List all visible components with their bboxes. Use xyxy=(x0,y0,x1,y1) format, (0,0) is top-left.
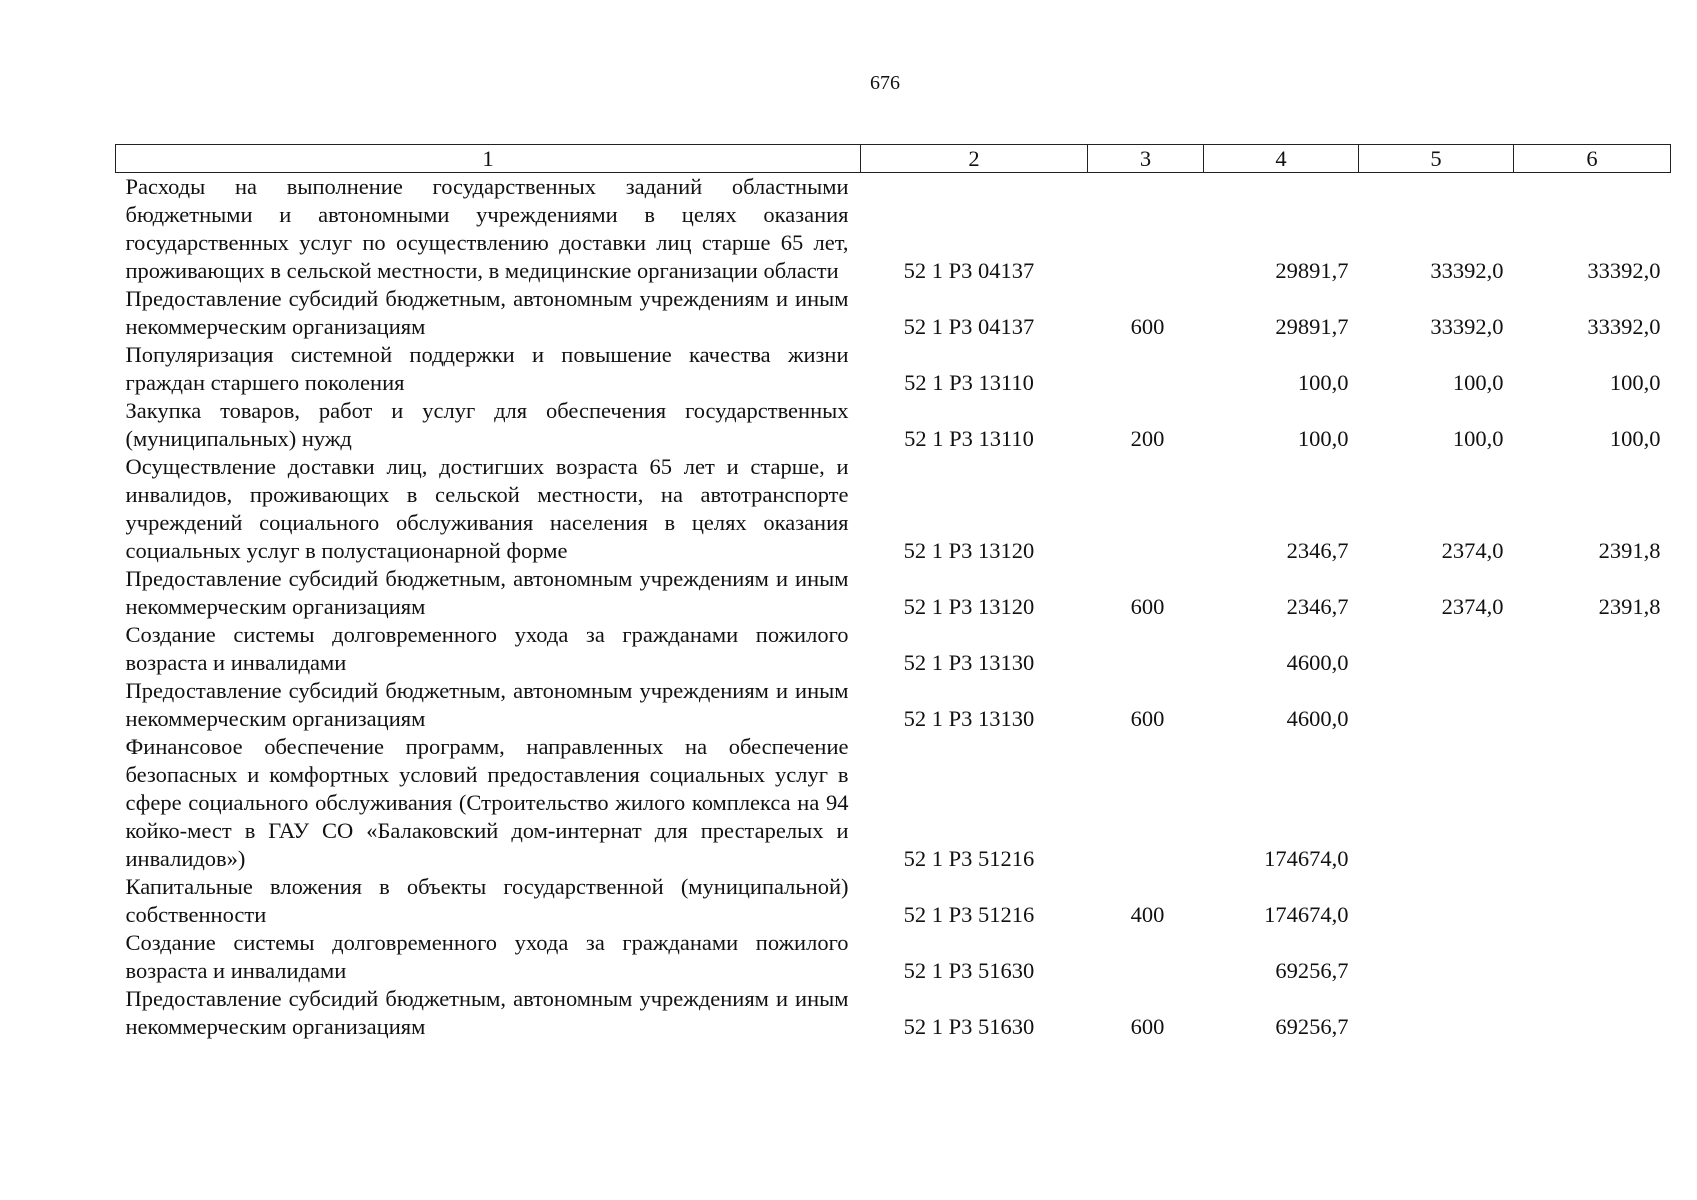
row-value-year3 xyxy=(1514,733,1671,873)
row-code: 52 1 P3 04137 xyxy=(903,314,1035,339)
table-row xyxy=(116,453,1671,565)
row-type xyxy=(1088,453,1204,565)
table-row xyxy=(116,565,1671,621)
header-col-3: 3 xyxy=(1088,145,1204,173)
row-name: Предоставление субсидий бюджетным, автономным учреждениям и иным некоммерческим организациям xyxy=(125,986,849,1039)
row-value-year1: 4600,0 xyxy=(1286,706,1349,731)
header-col-4: 4 xyxy=(1204,145,1359,173)
row-type: 600 xyxy=(1130,594,1165,619)
table-row xyxy=(116,285,1671,341)
row-type: 600 xyxy=(1130,1014,1165,1039)
row-name: Финансовое обеспечение программ, направленных на обеспечение безопасных и комфортных условий предоставления социальных услуг в сфере социального обслуживания (Строительство жилого комплекса на 94 койко-мест в ГАУ СО «Балаковский дом-интернат для престарелых и инвалидов») xyxy=(125,734,849,871)
row-value-year3: 100,0 xyxy=(1609,370,1661,395)
row-type: 200 xyxy=(1130,426,1165,451)
row-type xyxy=(1088,173,1204,286)
row-value-year2: 33392,0 xyxy=(1430,314,1504,339)
row-value-year2 xyxy=(1359,873,1514,929)
row-type xyxy=(1088,341,1204,397)
row-value-year3 xyxy=(1514,929,1671,985)
row-type: 400 xyxy=(1130,902,1165,927)
row-name: Популяризация системной поддержки и повышение качества жизни граждан старшего поколения xyxy=(125,342,849,395)
table-body xyxy=(116,173,1671,1042)
row-type: 600 xyxy=(1130,314,1165,339)
row-value-year2: 33392,0 xyxy=(1430,258,1504,283)
table-row xyxy=(116,621,1671,677)
row-code: 52 1 P3 13110 xyxy=(904,426,1034,451)
row-value-year2: 2374,0 xyxy=(1441,538,1504,563)
row-value-year1: 2346,7 xyxy=(1286,594,1349,619)
table-row xyxy=(116,985,1671,1041)
row-value-year3: 33392,0 xyxy=(1587,314,1661,339)
page-number: 676 xyxy=(870,72,900,94)
row-value-year3 xyxy=(1514,621,1671,677)
row-value-year3 xyxy=(1514,677,1671,733)
row-name: Предоставление субсидий бюджетным, автономным учреждениям и иным некоммерческим организациям xyxy=(125,566,849,619)
row-code: 52 1 P3 13110 xyxy=(904,370,1034,395)
row-code: 52 1 P3 04137 xyxy=(903,258,1035,283)
row-value-year2 xyxy=(1359,985,1514,1041)
row-name: Закупка товаров, работ и услуг для обеспечения государственных (муниципальных) нужд xyxy=(125,398,849,451)
row-value-year3: 2391,8 xyxy=(1598,594,1661,619)
row-name: Предоставление субсидий бюджетным, автономным учреждениям и иным некоммерческим организациям xyxy=(125,286,849,339)
table-row xyxy=(116,929,1671,985)
row-type xyxy=(1088,733,1204,873)
row-value-year1: 69256,7 xyxy=(1275,1014,1349,1039)
table-row xyxy=(116,173,1671,286)
row-type xyxy=(1088,929,1204,985)
row-value-year1: 2346,7 xyxy=(1286,538,1349,563)
header-col-5: 5 xyxy=(1359,145,1514,173)
row-value-year1: 174674,0 xyxy=(1264,846,1349,871)
row-value-year3 xyxy=(1514,873,1671,929)
row-code: 52 1 P3 51216 xyxy=(903,846,1035,871)
header-col-6: 6 xyxy=(1514,145,1671,173)
row-value-year2 xyxy=(1359,621,1514,677)
header-col-1: 1 xyxy=(116,145,861,173)
row-name: Создание системы долговременного ухода за гражданами пожилого возраста и инвалидами xyxy=(125,930,849,983)
row-value-year3: 2391,8 xyxy=(1598,538,1661,563)
row-name: Создание системы долговременного ухода за гражданами пожилого возраста и инвалидами xyxy=(125,622,849,675)
table-header xyxy=(116,145,1671,173)
row-name: Осуществление доставки лиц, достигших возраста 65 лет и старше, и инвалидов, проживающих в сельской местности, на автотранспорте учреждений социального обслуживания населения в целях оказания социальных услуг в полустационарной форме xyxy=(125,454,849,563)
header-row xyxy=(116,145,1671,173)
row-type xyxy=(1088,621,1204,677)
row-code: 52 1 P3 13130 xyxy=(903,706,1035,731)
table-row xyxy=(116,397,1671,453)
row-value-year2 xyxy=(1359,733,1514,873)
row-name: Предоставление субсидий бюджетным, автономным учреждениям и иным некоммерческим организациям xyxy=(125,678,849,731)
row-value-year1: 29891,7 xyxy=(1275,258,1349,283)
row-code: 52 1 P3 13120 xyxy=(903,538,1035,563)
row-value-year1: 100,0 xyxy=(1297,426,1349,451)
row-value-year1: 29891,7 xyxy=(1275,314,1349,339)
row-code: 52 1 P3 13130 xyxy=(903,650,1035,675)
row-code: 52 1 P3 13120 xyxy=(903,594,1035,619)
row-value-year2 xyxy=(1359,677,1514,733)
row-name: Расходы на выполнение государственных заданий областными бюджетными и автономными учреждениями в целях оказания государственных услуг по осуществлению доставки лиц старше 65 лет, проживающих в сельской местности, в медицинские организации области xyxy=(125,174,849,283)
table-row xyxy=(116,341,1671,397)
row-value-year2 xyxy=(1359,929,1514,985)
table-row xyxy=(116,733,1671,873)
table-row xyxy=(116,677,1671,733)
row-value-year2: 100,0 xyxy=(1452,370,1504,395)
row-value-year1: 4600,0 xyxy=(1286,650,1349,675)
table-row xyxy=(116,873,1671,929)
row-value-year2: 2374,0 xyxy=(1441,594,1504,619)
row-value-year1: 100,0 xyxy=(1297,370,1349,395)
budget-table xyxy=(115,144,1671,1041)
row-code: 52 1 P3 51216 xyxy=(903,902,1035,927)
row-code: 52 1 P3 51630 xyxy=(903,1014,1035,1039)
row-name: Капитальные вложения в объекты государственной (муниципальной) собственности xyxy=(125,874,849,927)
row-code: 52 1 P3 51630 xyxy=(903,958,1035,983)
row-value-year3: 100,0 xyxy=(1609,426,1661,451)
row-value-year1: 69256,7 xyxy=(1275,958,1349,983)
row-type: 600 xyxy=(1130,706,1165,731)
row-value-year3 xyxy=(1514,985,1671,1041)
row-value-year1: 174674,0 xyxy=(1264,902,1349,927)
header-col-2: 2 xyxy=(861,145,1088,173)
row-value-year2: 100,0 xyxy=(1452,426,1504,451)
row-value-year3: 33392,0 xyxy=(1587,258,1661,283)
